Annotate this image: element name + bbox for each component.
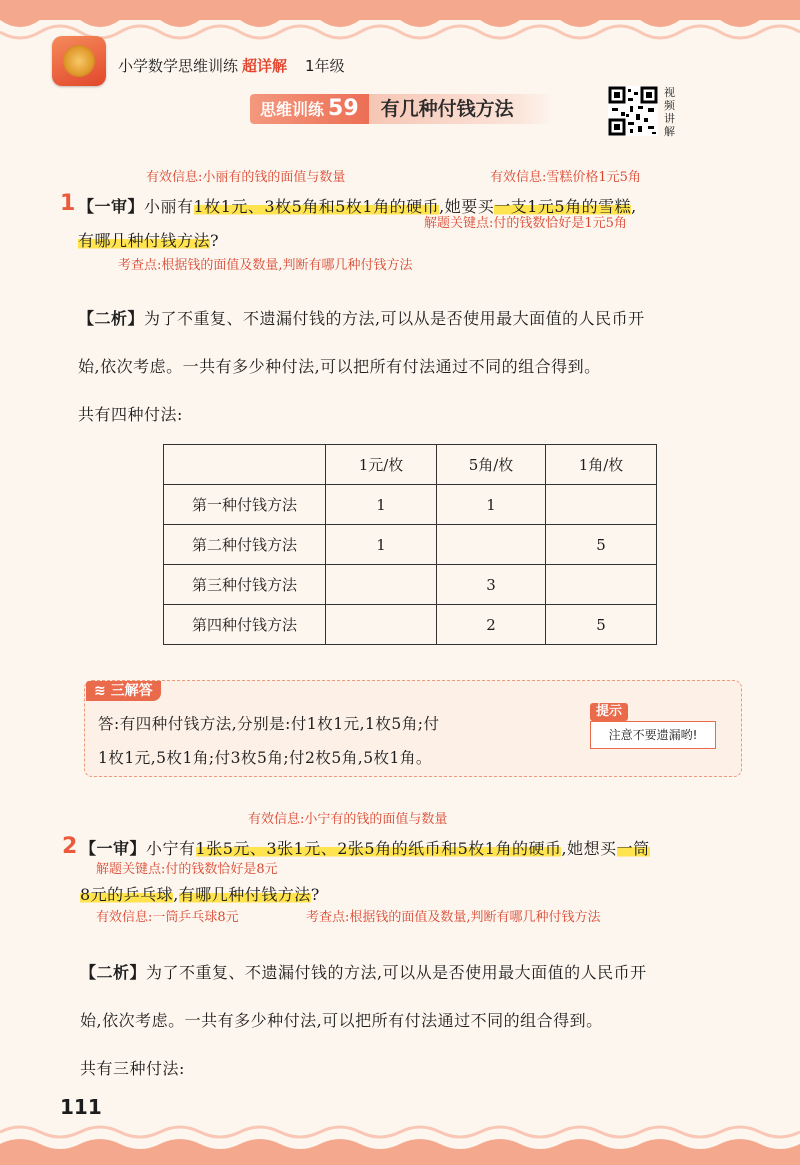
table-cell bbox=[546, 565, 657, 605]
analysis-tag: 【二析】 bbox=[80, 963, 147, 982]
table-cell: 第一种付钱方法 bbox=[164, 485, 326, 525]
answer-line-1: 答:有四种付钱方法,分别是:付1枚1元,1枚5角;付 bbox=[98, 715, 440, 733]
tip-box bbox=[590, 703, 718, 749]
question-number-1: 1 bbox=[60, 191, 76, 216]
annotation-exam-point: 考查点:根据钱的面值及数量,判断有哪几种付钱方法 bbox=[118, 258, 413, 273]
q2-highlight-item: 一筒 bbox=[616, 839, 650, 858]
answer-head-label: 三解答 bbox=[110, 683, 153, 699]
annotation-info-2: 有效信息:一筒乒乓球8元 bbox=[96, 910, 239, 925]
q2-analysis-line-1 bbox=[80, 960, 647, 983]
table-cell: 第三种付钱方法 bbox=[164, 565, 326, 605]
wave-icon: ≋ bbox=[94, 683, 111, 699]
table-cell: 5 bbox=[546, 605, 657, 645]
table-cell bbox=[546, 485, 657, 525]
annotation-key-point: 解题关键点:付的钱数恰好是1元5角 bbox=[424, 216, 627, 231]
table-cell: 3 bbox=[437, 565, 546, 605]
table-cell: 5 bbox=[546, 525, 657, 565]
q2-count-line: 共有三种付法: bbox=[80, 1059, 185, 1078]
tip-text: 注意不要遗漏哟! bbox=[590, 721, 716, 749]
q2-highlight-price: 8元的乒乓球 bbox=[80, 885, 174, 904]
q1-highlight-price: 一支1元5角的雪糕 bbox=[494, 197, 632, 216]
lesson-banner bbox=[250, 94, 554, 124]
series-title bbox=[118, 55, 345, 76]
annotation-info-2: 有效信息:雪糕价格1元5角 bbox=[490, 170, 641, 185]
table-cell: 第二种付钱方法 bbox=[164, 525, 326, 565]
q1-text-part: ,她要买 bbox=[439, 197, 495, 216]
lesson-number: 59 bbox=[328, 96, 359, 121]
table-row bbox=[164, 485, 657, 525]
q1-problem-line-2 bbox=[78, 228, 219, 251]
review-tag: 【一审】 bbox=[80, 839, 147, 858]
table-header-cell: 1元/枚 bbox=[326, 445, 437, 485]
lesson-label: 思维训练 bbox=[260, 100, 325, 119]
table-header-row bbox=[164, 445, 657, 485]
annotation-key-point: 解题关键点:付的钱数恰好是8元 bbox=[96, 862, 278, 877]
qr-code-icon[interactable] bbox=[608, 86, 658, 136]
table-cell: 2 bbox=[437, 605, 546, 645]
table-cell bbox=[326, 565, 437, 605]
q2-text-part: 小宁有 bbox=[146, 839, 196, 858]
lesson-number-pill bbox=[250, 94, 369, 124]
q1-analysis-line-1 bbox=[78, 306, 645, 329]
q1-text-part: ? bbox=[210, 231, 220, 250]
table-cell bbox=[326, 605, 437, 645]
q1-analysis-line-2: 始,依次考虑。一共有多少种付法,可以把所有付法通过不同的组合得到。 bbox=[78, 357, 601, 376]
tip-label: 提示 bbox=[590, 703, 628, 721]
table-header-cell bbox=[164, 445, 326, 485]
annotation-info-1: 有效信息:小宁有的钱的面值与数量 bbox=[248, 812, 448, 827]
annotation-exam-point: 考查点:根据钱的面值及数量,判断有哪几种付钱方法 bbox=[306, 910, 601, 925]
q2-analysis-text: 为了不重复、不遗漏付钱的方法,可以从是否使用最大面值的人民币开 bbox=[146, 963, 647, 982]
table-row bbox=[164, 525, 657, 565]
table-header-cell: 5角/枚 bbox=[437, 445, 546, 485]
q2-text-part: , bbox=[173, 885, 179, 904]
table-cell: 1 bbox=[326, 525, 437, 565]
table-row bbox=[164, 605, 657, 645]
table-cell: 1 bbox=[437, 485, 546, 525]
q2-text-part: ? bbox=[310, 885, 320, 904]
q2-text-part: ,她想买 bbox=[561, 839, 617, 858]
book-logo-icon bbox=[52, 36, 106, 86]
review-tag: 【一审】 bbox=[78, 197, 145, 216]
table-cell: 第四种付钱方法 bbox=[164, 605, 326, 645]
page-number: 111 bbox=[60, 1095, 102, 1119]
annotation-info-1: 有效信息:小丽有的钱的面值与数量 bbox=[146, 170, 346, 185]
table-cell bbox=[437, 525, 546, 565]
payment-table bbox=[163, 444, 657, 645]
q2-analysis-line-2: 始,依次考虑。一共有多少种付法,可以把所有付法通过不同的组合得到。 bbox=[80, 1011, 603, 1030]
table-cell: 1 bbox=[326, 485, 437, 525]
bottom-wave-border bbox=[0, 1118, 800, 1165]
table-row bbox=[164, 565, 657, 605]
q2-highlight-question: 有哪几种付钱方法 bbox=[178, 885, 311, 904]
answer-line-2: 1枚1元,5枚1角;付3枚5角;付2枚5角,5枚1角。 bbox=[98, 749, 432, 767]
q2-problem-line-2 bbox=[80, 882, 320, 905]
q2-problem-line-1 bbox=[80, 836, 650, 859]
q2-highlight-money: 1张5元、3张1元、2张5角的纸币和5枚1角的硬币 bbox=[195, 839, 562, 858]
q1-analysis-text: 为了不重复、不遗漏付钱的方法,可以从是否使用最大面值的人民币开 bbox=[144, 309, 645, 328]
series-name: 小学数学思维训练 bbox=[118, 57, 239, 75]
q1-text-part: , bbox=[631, 197, 637, 216]
q1-highlight-coins: 1枚1元、3枚5角和5枚1角的硬币 bbox=[193, 197, 440, 216]
top-wave-border bbox=[0, 0, 800, 52]
table-header-cell: 1角/枚 bbox=[546, 445, 657, 485]
series-highlight: 超详解 bbox=[242, 57, 288, 75]
q1-highlight-question: 有哪几种付钱方法 bbox=[78, 231, 211, 250]
qr-video-label: 视频讲解 bbox=[664, 86, 675, 138]
q1-text-part: 小丽有 bbox=[144, 197, 194, 216]
grade-label: 1年级 bbox=[305, 57, 345, 75]
answer-header bbox=[86, 681, 161, 701]
analysis-tag: 【二析】 bbox=[78, 309, 145, 328]
q1-count-line: 共有四种付法: bbox=[78, 405, 183, 424]
question-number-2: 2 bbox=[62, 834, 78, 859]
lesson-title: 有几种付钱方法 bbox=[369, 94, 554, 124]
